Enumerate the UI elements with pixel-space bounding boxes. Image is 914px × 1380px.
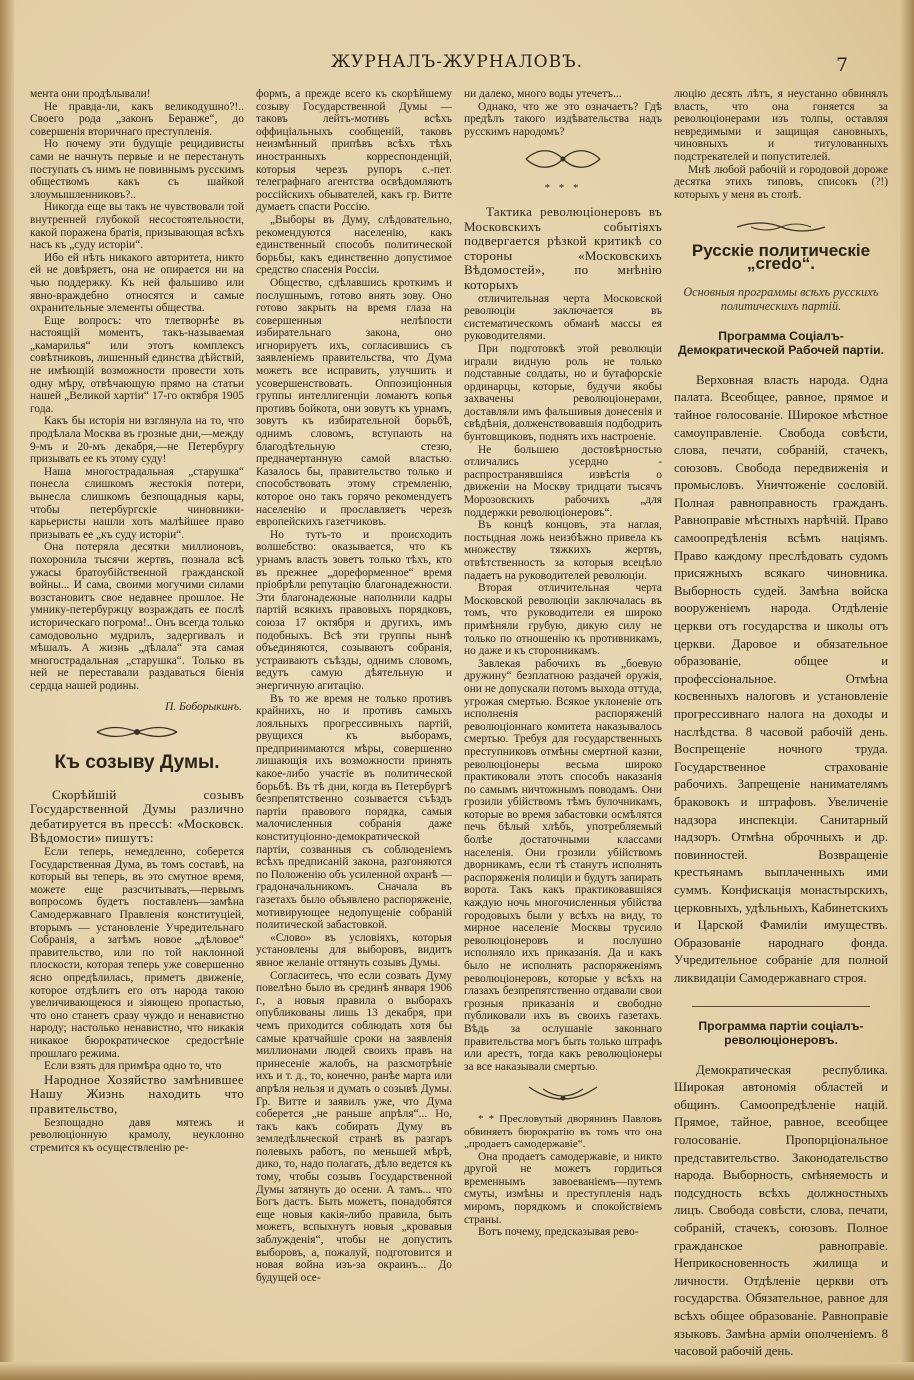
paragraph: Но тутъ-то и происходить волшебство: оказывается, что къ урнамъ власть зоветъ только тѣхъ, кто въ прежнее „дореформенное“ время пріобрѣли репутацію благонадежности. Эти благонадежные наполнили кадры партій всякихъ правовыхъ порядковъ, союза 17 октября и другихъ, имъ подобныхъ. Всѣ эти группы нынѣ объединяются, созываютъ собранія, устраиваютъ съѣзды, однимъ словомъ, ведутъ самую дѣятельную и энергичную агитацію. <box>256 528 452 692</box>
ornament-divider-icon <box>518 146 608 172</box>
column-4 <box>674 88 888 1368</box>
paragraph: Завлекая рабочихъ въ „боевую дружину“ безплатною раздачей оружія, они не допускали потомъ выхода оттуда, угрожая смертью. Всякое уклоненіе отъ исполненія распоряженій революціоннаго комитета наказывалось смертью. Требуя для государственныхъ преступниковъ отмѣны смертной казни, революціонеры весьма широко практиковали этотъ способъ наказанія по самымъ ничтожнымъ поводамъ. Они грозили убійствомъ тѣмъ булочникамъ, которые во время забастовки осмѣлятся печь бѣлый хлѣбъ, употребляемый болѣе достаточными классами населенія. Они грозили убійствомъ дворникамъ, если тѣ станутъ исполнять распоряженія полиціи и будутъ запирать ворота. Такъ какъ практиковавшіяся каждую ночь многочисленныя убійства городовыхъ были у всѣхъ на виду, то мирное населеніе Москвы трусило революціонеровъ и послушно исполняло ихъ приказанія. Да и какъ было не исполнять распоряженіямъ революціонеровъ, которые у всѣхъ на глазахъ безпрепятственно отдавали свои грозныя приказанія и свободно публиковали ихъ въ своихъ газетахъ. Вѣдь за ослушаніе законнаго правительства могъ быть только штрафъ или арестъ, тогда какъ революціонеры за все наказывали смертью. <box>464 657 662 1073</box>
credo-subtitle: Основныя программы всѣхъ русскихъ политическихъ партій. <box>683 284 879 313</box>
ornament-divider-icon <box>523 1081 603 1105</box>
lead-paragraph <box>30 788 244 846</box>
paragraph: Въ то же время не только противъ крайнихъ, но и противъ самыхъ лояльныхъ прогрессивныхъ партій, рвущихся къ выборамъ, предпринимаются мѣры, совершенно лишающія ихъ возможности принять какое-либо участіе въ политической борьбѣ. Въ тѣ дни, когда въ Петербургѣ безпрепятственно созывается съѣздъ партіи правового порядка, самыя малочисленныя собранія даже конституціонно-демократической партіи, созванныя съ соблюденіемъ всѣхъ предписаній закона, разгоняются по Положенію объ усиленной охранѣ — градоначальникомъ. Сначала въ газетахъ было объявлено распоряженіе, мотивирующее недопущеніе собраній политической забастовкой. <box>256 692 452 932</box>
paragraph: Наша многострадальная „старушка“ понесла слишкомъ жестокія потери, вынесла слишкомъ безпощадныя кары, чтобы петербургскіе чиновники-карьеристы нашли хоть малѣйшее право призывать ее „къ суду исторіи“. <box>30 465 244 541</box>
paragraph: Скорѣйшій созывъ Государственной Думы различно дебатируется въ прессѣ: «Московск. Вѣдомости» пишутъ: <box>30 786 244 846</box>
paragraph: Верховная власть народа. Одна палата. Всеобщее, равное, прямое и тайное голосованіе. Широкое мѣстное самоуправленіе. Свобода совѣсти, слова, печати, собраній, стачекъ, союзовъ. Свобода передвиженія и промысловъ. Уничтоженіе сословій. Полная равноправность гражданъ. Равноправіе мѣстныхъ нарѣчій. Право самоопредѣленія всѣмъ націямъ. Право каждому преслѣдовать судомъ присяжныхъ всякаго чиновника. Выборность судей. Замѣна войска вооруженіемъ народа. Отдѣленіе церкви отъ государства и школы отъ церкви. Даровое и обязательное образованіе, общее и профессіональное. Отмѣна косвенныхъ налоговъ и установленіе прогрессивнаго налога на доходы и наслѣдства. 8 часовой рабочій день. Воспрещеніе ночного труда. Государственное страхованіе рабочихъ. Запрещеніе нанимателямъ браковокъ и штрафовъ. Увеличеніе надзора инспекціи. Санитарный надзоръ. Отмѣна оброчныхъ и др. повинностей. Возвращеніе крестьянамъ выплаченныхъ ими суммъ. Конфискація монастырскихъ, церковныхъ, удѣльныхъ, Кабинетскихъ и Царской Фамиліи имуществъ. Образованіе народнаго фонда. Учредительное собраніе для полной ликвидаціи Самодержавнаго строя. <box>674 372 888 985</box>
paragraph: ни далеко, много воды утечетъ... <box>464 88 622 100</box>
paragraph: Она продаетъ самодержавіе, и никто другой не можетъ гордиться временнымъ завоеваніемъ—путемъ смуты, измѣны и преступленія надъ миромъ, порядкомъ и спокойствіемъ страны. <box>464 1150 662 1226</box>
paragraph: Народное Хозяйство замѣнившее Нашу Жизнь находить что правительство, <box>30 1071 244 1116</box>
section-title: Къ созыву Думы. <box>54 752 220 774</box>
paragraph: Если взять для примѣра одно то, что <box>44 1060 222 1073</box>
paragraph: Мнѣ любой рабочій и городовой дороже десятка этихъ типовъ, списокъ (?!) которыхъ у меня въ столѣ. <box>674 163 888 201</box>
paragraph: Согласитесь, что если созвать Думу повелѣно было въ срединѣ января 1906 г., а новыя правила о выборахъ опубликованы лишь 13 декабря, при чемъ приходится соблюдать хотя бы самые кратчайшіе сроки на заявленія миллионами людей своихъ правъ на принесеніе жалобъ, на разсмотрѣніе ихъ и т. д., то, конечно, ранѣе марта или апрѣля нельзя и думать о созывѣ Думы. Гр. Витте и заявилъ уже, что Дума соберется „не раньше апрѣля“... Но, такъ какъ собирать Думу въ земледѣльческой странѣ въ разгаръ полевыхъ работъ, по меньшей мѣрѣ, дико, то, надо полагать, дѣло ведется къ тому, чтобы созывъ Государственной Думы затянуть до осени. А тамъ... что Богъ дастъ. Быть можетъ, понадобятся еще новыя какія-либо правила, быть можетъ, вспыхнутъ новыя „кровавыя заблужденія“, чтобы не допустить выборовъ, а, пожалуй, подготовится и новая война изъ-за окраинъ... До будущей осе- <box>256 969 452 1284</box>
paragraph: отличительная черта Московской революціи заключается въ систематическомъ обманѣ массы ея руководителями. <box>464 292 662 343</box>
paragraph: Однако, что же это означаетъ? Гдѣ предѣлъ такого издѣвательства надъ русскимъ народомъ? <box>464 100 662 138</box>
paragraph: Еще вопросъ: что тлетворнѣе въ настоящій моментъ, такъ-называемая „камарилья“ или этотъ комплексъ совѣтниковъ, лишенный единства дѣйствій, не имѣющій возможности провести хоть одну мѣру, отвѣчающую прямо на статьи нашей „Великой хартіи“ 17-го октября 1905 года. <box>30 314 244 415</box>
paragraph: Безпощадно давя мятежъ и революціонную крамолу, неуклонно стремится къ осуществленію ре- <box>30 1116 244 1154</box>
ornament-divider-icon <box>92 721 182 743</box>
paragraph: формъ, а прежде всего къ скорѣйшему созыву Государственной Думы — таковъ лейтъ-мотивъ всѣхъ оффиціальныхъ сообщеній, таковъ неизмѣнный припѣвъ всѣхъ тѣхъ иностранныхъ корреспонденцій, которыя черезъ рупоръ с.-пет. телеграфнаго агентства освѣдомляютъ россійскихъ обывателей, какъ гр. Витте думаетъ спасти Россію. <box>256 88 452 214</box>
paragraph: Но почему эти будущіе рецидивисты сами не начнуть первые и не перестануть поступать съ нимъ не повиннымъ русскимъ обществомъ какъ съ шайкой злоумышленниковъ?.. <box>30 138 244 201</box>
paragraph: „Выборы въ Думу, слѣдовательно, рекомендуются населенію, какъ единственный способъ политической борьбы, какъ единственно допустимое средство спасенія Россіи. <box>256 213 452 277</box>
paragraph: Не большею достовѣрностью отличались усердно - распространявшіяся извѣстія о движеніи на Москву тридцати тысячъ Морозовскихъ рабочихъ „для поддержки революціонеровъ“. <box>464 443 662 519</box>
paragraph: Общество, сдѣлавшись кроткимъ и послушнымъ, готово внять зову. Оно готово закрыть на время глаза на совершенныя нелѣпости избирательнаго закона, оно игнорируетъ ихъ, согласившись съ заявленіемъ правительства, что Дума можетъ все исправить, улучшить и усовершенствовать. Оппозиціонныя группы интеллигенціи ломаютъ копья противъ бойкота, они зовутъ къ урнамъ, зовутъ къ избирательной борьбѣ, однимъ словомъ, вступають на благодѣтельную стезю, предначертанную самой властью. Казалось бы, правительство только и способствовать этому стремленію, которое оно такъ горячо рекомендуетъ населенію и прославляетъ черезъ европейскихъ газетчиковъ. <box>256 276 452 529</box>
paragraph: Никогда еще вы такъ не чувствовали той внутренней глубокой несостоятельности, какой поражена братія, призывающая всѣхъ насъ къ „суду исторіи“. <box>30 201 244 252</box>
running-head: ЖУРНАЛЪ-ЖУРНАЛОВЪ. <box>330 52 583 72</box>
paragraph: Не правда-ли, какъ великодушно?!.. Своего рода „законъ Беранже“, до совершенія вторичнаго преступленія. <box>30 100 244 138</box>
paragraph: Какъ бы исторія ни взглянула на то, что продѣлала Москва въ грозные дни,—между 9-мъ и 20-мъ декабря,—не Петербургу призывать ее къ этому суду! <box>30 415 244 466</box>
program-body-sd <box>674 372 888 988</box>
divider <box>692 1006 870 1007</box>
column-2 <box>256 88 452 1368</box>
program-title-sd: Программа Соціалъ-Демократической Рабочей партіи. <box>677 328 885 358</box>
paragraph: люцію десять лѣтъ, я неустанно обвинялъ власть, что она гоняется за революціонерами изъ толпы, оставляя невредимыми и защищая сановныхъ, чиновныхъ и титулованныхъ подстрекателей и попустителей. <box>674 88 888 163</box>
paragraph: Ибо ей нѣть никакого авторитета, никто ей не довѣряетъ, она не опирается ни на чью поддержку. Къ ней фальшиво или явно-враждебно относятся и самые охранительные элементы общества. <box>30 251 244 315</box>
program-title-sr: Программа партіи соціалъ-революціонеровъ. <box>698 1018 864 1048</box>
paragraph: Вторая отличительная черта Московской революціи заключалась въ томъ, что руководители ея широко примѣняли грубую, дикую силу не только по отношенію къ противникамъ, но даже и къ сторонникамъ. <box>464 582 662 658</box>
column-3 <box>464 88 662 1368</box>
paragraph: Если теперь, немедленно, соберется Государственная Дума, въ томъ составѣ, на который вы теперь, въ это смутное время, можете еще разсчитывать,—первымъ вопросомъ будетъ поставленъ—замѣна Самодержавнаго Правленія конституціей, вторымъ — установленіе Учредительнаго Собранія, а затѣмъ новое „дѣловое“ правительство, или по той наклонной плоскости, которая теперь уже совершенно ясно опредѣлилась, приметъ движеніе, которое отдѣлитъ его отъ народа такою увеличивающеюся и зіяющею пропастью, что оно станетъ сразу чуждо и ненавистно народу; настолько ненавистно, что никакія никакое бюрократическое средостѣніе прошлаго режима. <box>30 846 244 1060</box>
page-edge-left <box>0 0 14 1380</box>
author-signature: П. Боборыкинъ. <box>164 700 242 713</box>
column-1 <box>30 88 244 1368</box>
page-edge-right <box>900 0 914 1380</box>
paragraph: мента они продѣлывали! <box>30 88 151 100</box>
paragraph: Вотъ почему, предсказывая рево- <box>478 1226 639 1239</box>
paragraph: «Слово» въ условіяхъ, которыя установлены для выборовъ, видитъ явное желаніе оттянуть созывъ Думы. <box>256 931 452 969</box>
paragraph: Въ концѣ концовъ, эта наглая, постыдная ложь неизбѣжно привела къ множеству тяжкихъ жертвъ, отвѣтственность за которыя всецѣло падаетъ на руководителей революціи. <box>464 519 662 582</box>
paragraph: Тактика революціонеровъ въ Московскихъ событіяхъ подвергается рѣзкой критикѣ со стороны «Московскихъ Вѣдомостей», по мнѣнію которыхъ <box>464 203 662 292</box>
lead-paragraph <box>464 205 662 293</box>
program-body-sr <box>674 1062 888 1361</box>
page-number: 7 <box>836 54 849 76</box>
paragraph: Демократическая республика. Широкая автономія областей и общинъ. Самоопредѣленіе націй. Прямое, тайное, равное, всеобщее голосованіе. Пропорціональное представительство. Законодательство народа. Выборность, смѣняемость и подсудность всѣхъ должностныхъ лицъ. Свобода совѣсти, слова, печати, собраній, стачекъ, союзовъ. Полное гражданское равноправіе. Неприкосновенность жилища и личности. Отдѣленіе церкви отъ государства. Обязательное, равное для всѣхъ общее образованіе. Равноправіе языковъ. Замѣна арміи ополченіемъ. 8 часовой рабочій день. <box>674 1062 888 1359</box>
section-stars: * * * <box>544 182 582 195</box>
paragraph: * * Пресловутый дворянинъ Павловъ обвиняетъ бюрократію въ томъ что она „продаетъ самодержавіе“. <box>464 1113 662 1151</box>
paragraph: Она потеряла десятки миллионовъ, похоронила тысячи жертвъ, познала всѣ ужасы братоубійственной гражданской войны... И сама, своими могучими силами возстановитъ свое недавнее прошлое. Не умнику-петербуржцу возраждать ее послѣ историческаго погрома!.. Онъ всегда только самодовольно мудрилъ, задергивалъ и мѣшалъ. А жизнь „дѣлала“ эта самая многострадальная „старушка“. Только въ ней не переставали раздаваться біенія сердца нашей родины. <box>30 541 244 692</box>
credo-title: Русскіе политическіе „credo“. <box>691 241 871 273</box>
paragraph: При подготовкѣ этой революціи играли видную роль не только подставные солдаты, но и бутафорскіе ординарцы, которые, будучи якобы захвачены революціонерами, доставляли имъ фальшивыя донесенія и свѣдѣнія, долженствовавшія подбодрить бунтовщиковъ, поднять ихъ настроеніе. <box>464 342 662 444</box>
ornament-divider-icon <box>731 219 831 235</box>
